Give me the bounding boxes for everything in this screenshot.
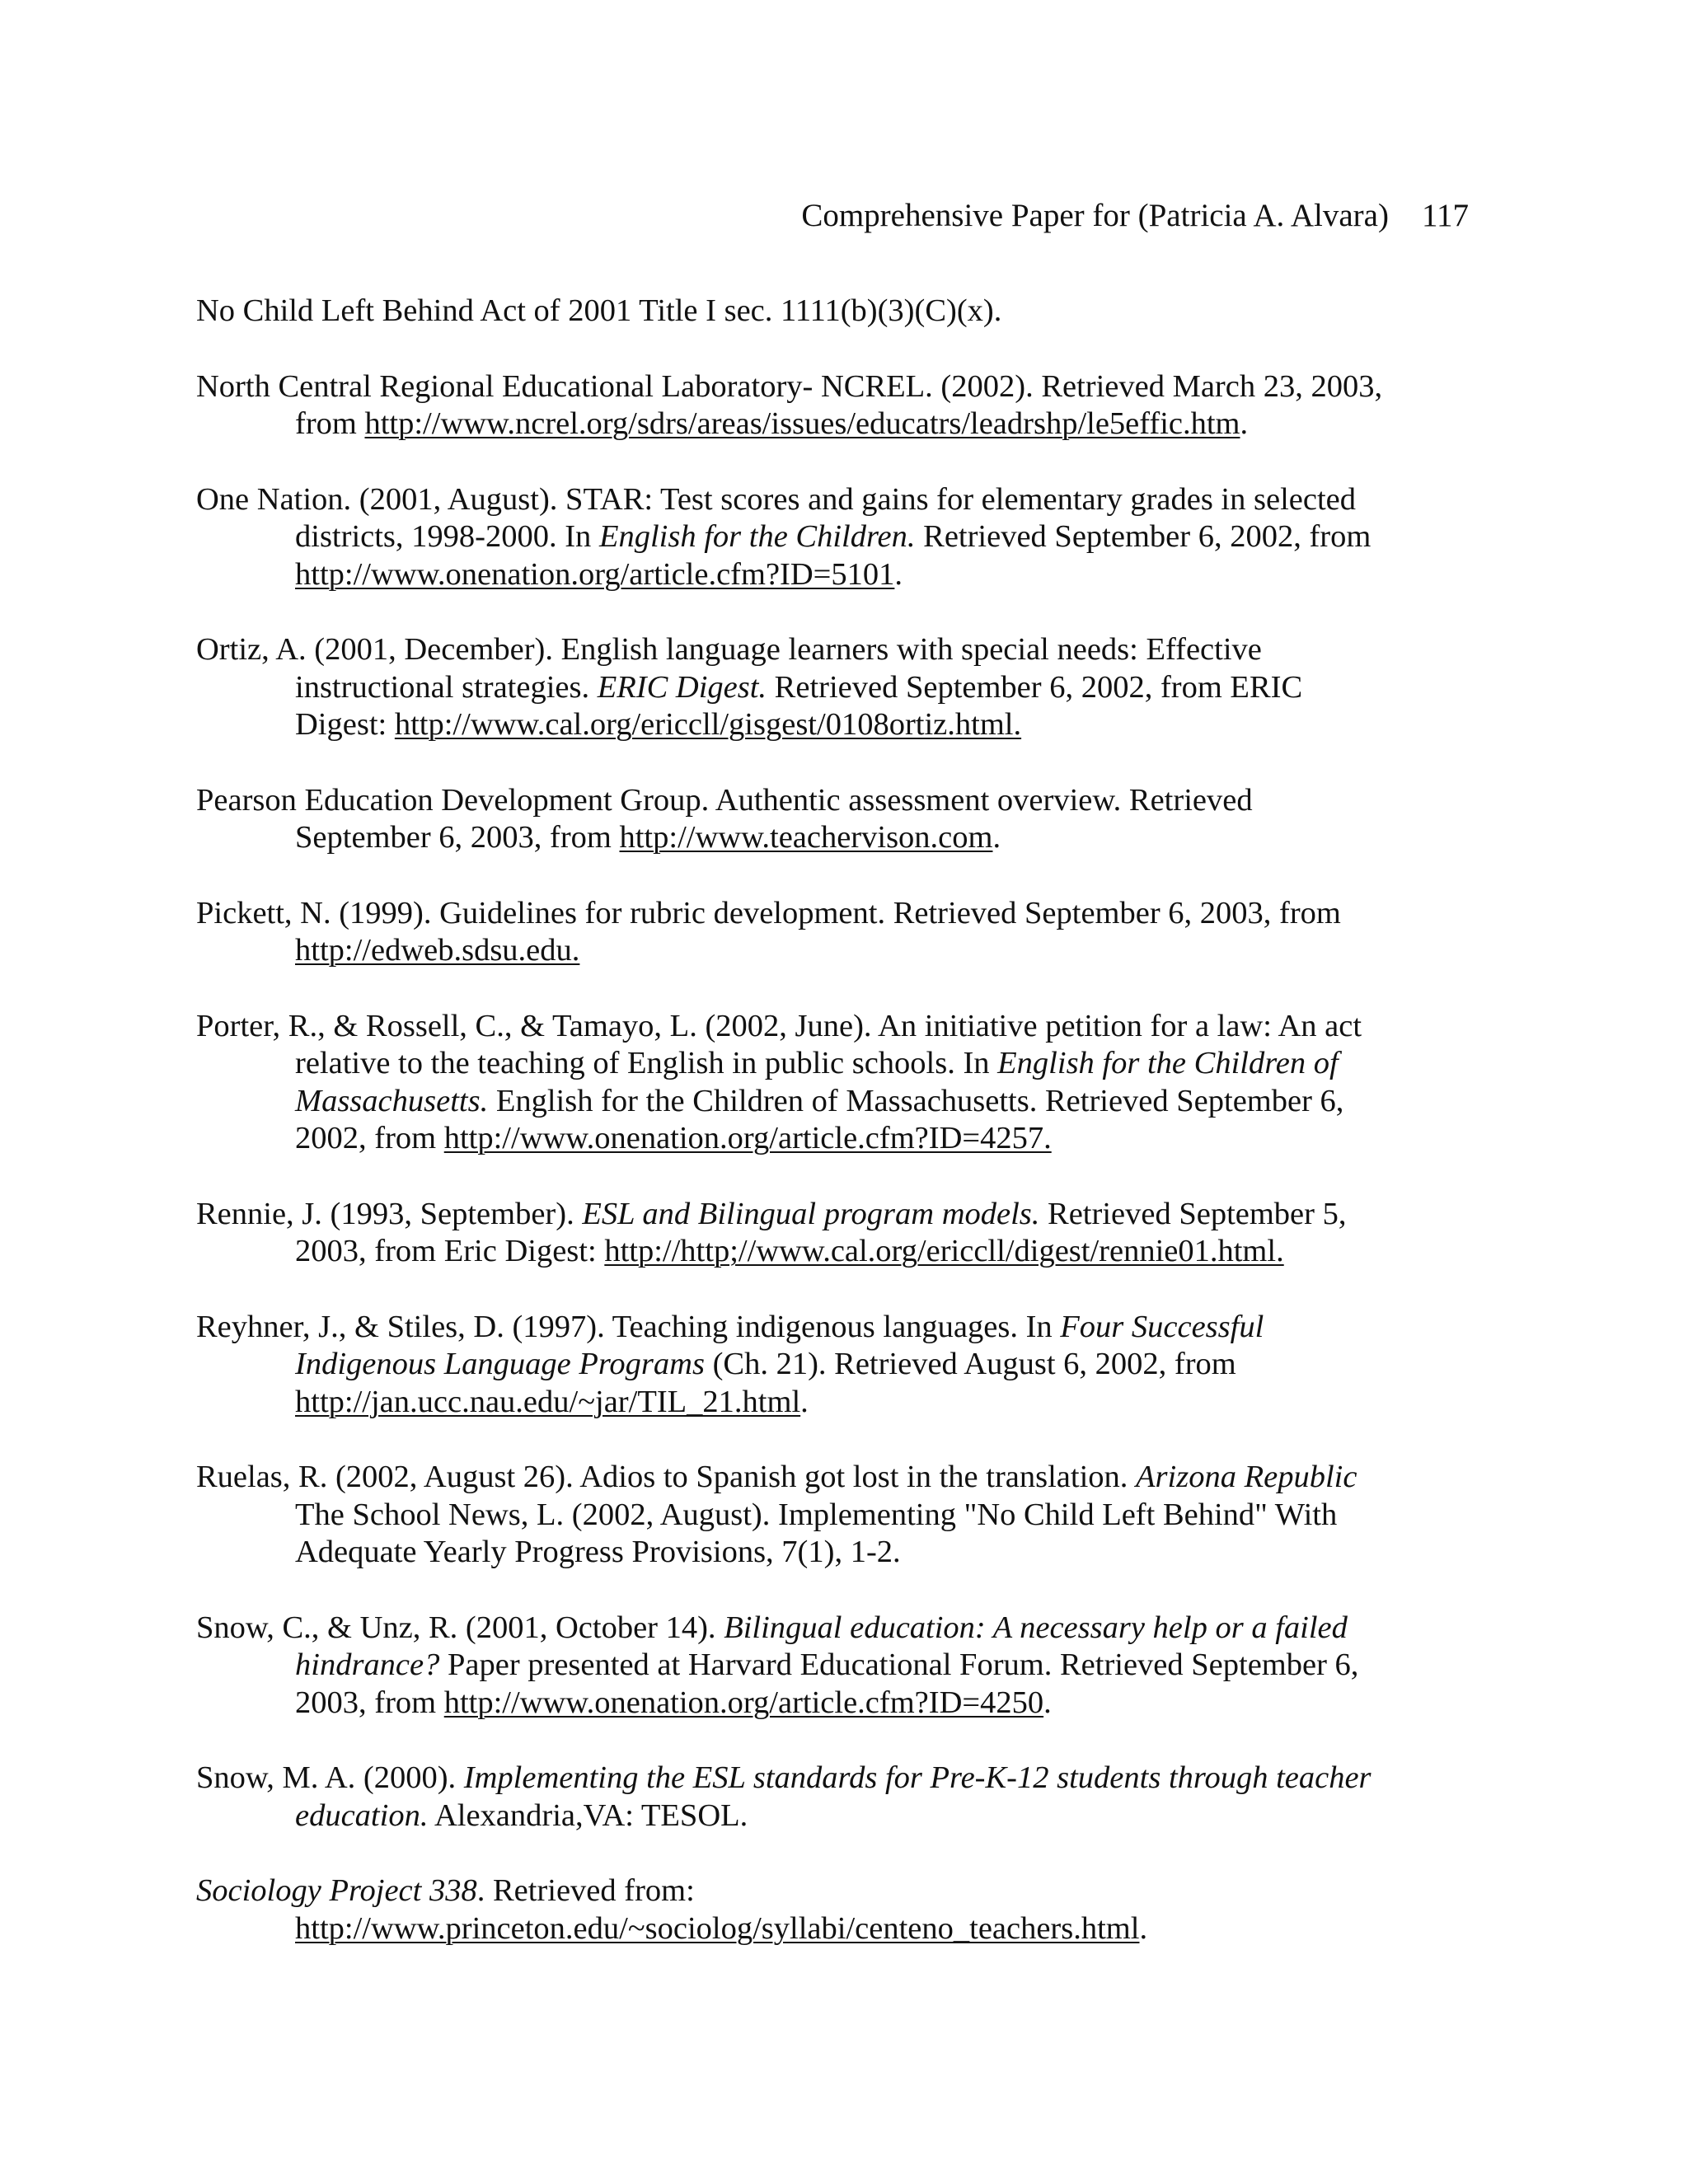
reference-entry-pearson — [196, 782, 1391, 857]
reference-entry-one-nation — [196, 481, 1391, 594]
reference-text: . — [894, 556, 903, 592]
reference-text: Ruelas, R. (2002, August 26). Adios to Spanish got lost in the translation. — [196, 1460, 1137, 1494]
reference-entry-snow-ma — [196, 1760, 1391, 1835]
reference-link[interactable]: http://http;//www.cal.org/ericcll/digest/rennie01.html. — [604, 1234, 1284, 1268]
reference-link[interactable]: http://jan.ucc.nau.edu/~jar/TIL_21.html — [295, 1384, 801, 1419]
reference-list — [196, 293, 1391, 1985]
reference-text: . — [800, 1384, 809, 1419]
reference-italic-title: English for the Children of Massachusetts. — [295, 1046, 1339, 1118]
reference-italic-title: Sociology Project 338 — [196, 1873, 477, 1908]
reference-text: English for the Children of Massachusetts. Retrieved September 6, 2002, from — [295, 1083, 1344, 1155]
reference-link[interactable]: http://www.cal.org/ericcll/gisgest/0108ortiz.html. — [394, 707, 1022, 742]
reference-text: Alexandria,VA: TESOL. — [428, 1797, 748, 1833]
reference-link[interactable]: http://www.onenation.org/article.cfm?ID=5101 — [295, 556, 895, 592]
reference-text: Ortiz, A. (2001, December). English language learners with special needs: Effective instructional strategies. — [196, 632, 1262, 705]
reference-text: Retrieved September 6, 2002, from ERIC Digest: — [295, 669, 1303, 742]
reference-link[interactable]: http://www.onenation.org/article.cfm?ID=4250 — [443, 1685, 1044, 1720]
reference-text: . Retrieved from: — [476, 1873, 695, 1908]
reference-entry-no-child-left-behind — [196, 293, 1391, 330]
reference-italic-title: ESL and Bilingual program models. — [582, 1196, 1040, 1231]
reference-text: The School News, L. (2002, August). Implementing "No Child Left Behind" With Adequate Yearly Progress Provisions, 7(1), 1-2. — [295, 1497, 1338, 1569]
reference-italic-title: ERIC Digest. — [597, 669, 767, 705]
reference-text: . — [992, 820, 1001, 855]
header-title: Comprehensive Paper for (Patricia A. Alvara) — [801, 198, 1389, 233]
reference-link[interactable]: http://www.onenation.org/article.cfm?ID=4257. — [443, 1121, 1052, 1155]
reference-text: Retrieved September 5, 2003, from Eric Digest: — [295, 1196, 1347, 1268]
reference-text: . — [1240, 406, 1249, 441]
reference-entry-ncrel — [196, 368, 1391, 443]
reference-italic-title: Arizona Republic — [1136, 1460, 1357, 1494]
reference-text: (Ch. 21). Retrieved August 6, 2002, from — [704, 1347, 1236, 1381]
reference-text: Paper presented at Harvard Educational Forum. Retrieved September 6, 2003, from — [295, 1647, 1359, 1720]
reference-italic-title: Implementing the ESL standards for Pre-K-12 students through teacher education. — [295, 1760, 1372, 1833]
reference-text: Rennie, J. (1993, September). — [196, 1196, 583, 1231]
reference-text: Retrieved September 6, 2002, from — [915, 519, 1372, 554]
reference-link[interactable]: http://www.teachervison.com — [619, 820, 993, 855]
reference-text: One Nation. (2001, August). STAR: Test scores and gains for elementary grades in selected districts, 1998-2000. In — [196, 481, 1356, 554]
reference-italic-title: Bilingual education: A necessary help or a failed hindrance? — [295, 1610, 1348, 1682]
reference-text: No Child Left Behind Act of 2001 Title I sec. 1111(b)(3)(C)(x). — [196, 293, 1002, 328]
reference-italic-title: English for the Children. — [598, 519, 916, 554]
reference-entry-ruelas — [196, 1459, 1391, 1572]
reference-entry-reyhner — [196, 1309, 1391, 1422]
reference-text: North Central Regional Educational Laboratory- NCREL. (2002). Retrieved March 23, 2003, from — [196, 368, 1383, 441]
reference-link[interactable]: http://edweb.sdsu.edu. — [295, 933, 580, 968]
reference-text: Porter, R., & Rossell, C., & Tamayo, L. (2002, June). An initiative petition for a law: An act relative to the teaching of English in public schools. In — [196, 1008, 1362, 1080]
reference-italic-title: Four Successful Indigenous Language Programs — [295, 1309, 1264, 1381]
reference-entry-sociology-project — [196, 1872, 1391, 1947]
reference-text: Reyhner, J., & Stiles, D. (1997). Teaching indigenous languages. In — [196, 1309, 1061, 1344]
reference-text: Pickett, N. (1999). Guidelines for rubric development. Retrieved September 6, 2003, from — [196, 895, 1341, 930]
page-number: 117 — [1421, 198, 1469, 233]
reference-entry-snow-unz — [196, 1610, 1391, 1722]
reference-entry-ortiz — [196, 631, 1391, 744]
reference-text: . — [1043, 1685, 1052, 1720]
reference-text: . — [1139, 1910, 1148, 1946]
reference-link[interactable]: http://www.princeton.edu/~sociolog/syllabi/centeno_teachers.html — [295, 1910, 1140, 1946]
reference-text: Pearson Education Development Group. Authentic assessment overview. Retrieved September 6, 2003, from — [196, 782, 1253, 855]
reference-entry-rennie — [196, 1196, 1391, 1271]
running-header — [801, 196, 1469, 236]
reference-text: Snow, M. A. (2000). — [196, 1760, 464, 1795]
reference-text: Snow, C., & Unz, R. (2001, October 14). — [196, 1610, 724, 1645]
reference-entry-porter — [196, 1008, 1391, 1158]
reference-link[interactable]: http://www.ncrel.org/sdrs/areas/issues/educatrs/leadrshp/le5effic.htm — [364, 406, 1240, 441]
reference-entry-pickett — [196, 895, 1391, 970]
